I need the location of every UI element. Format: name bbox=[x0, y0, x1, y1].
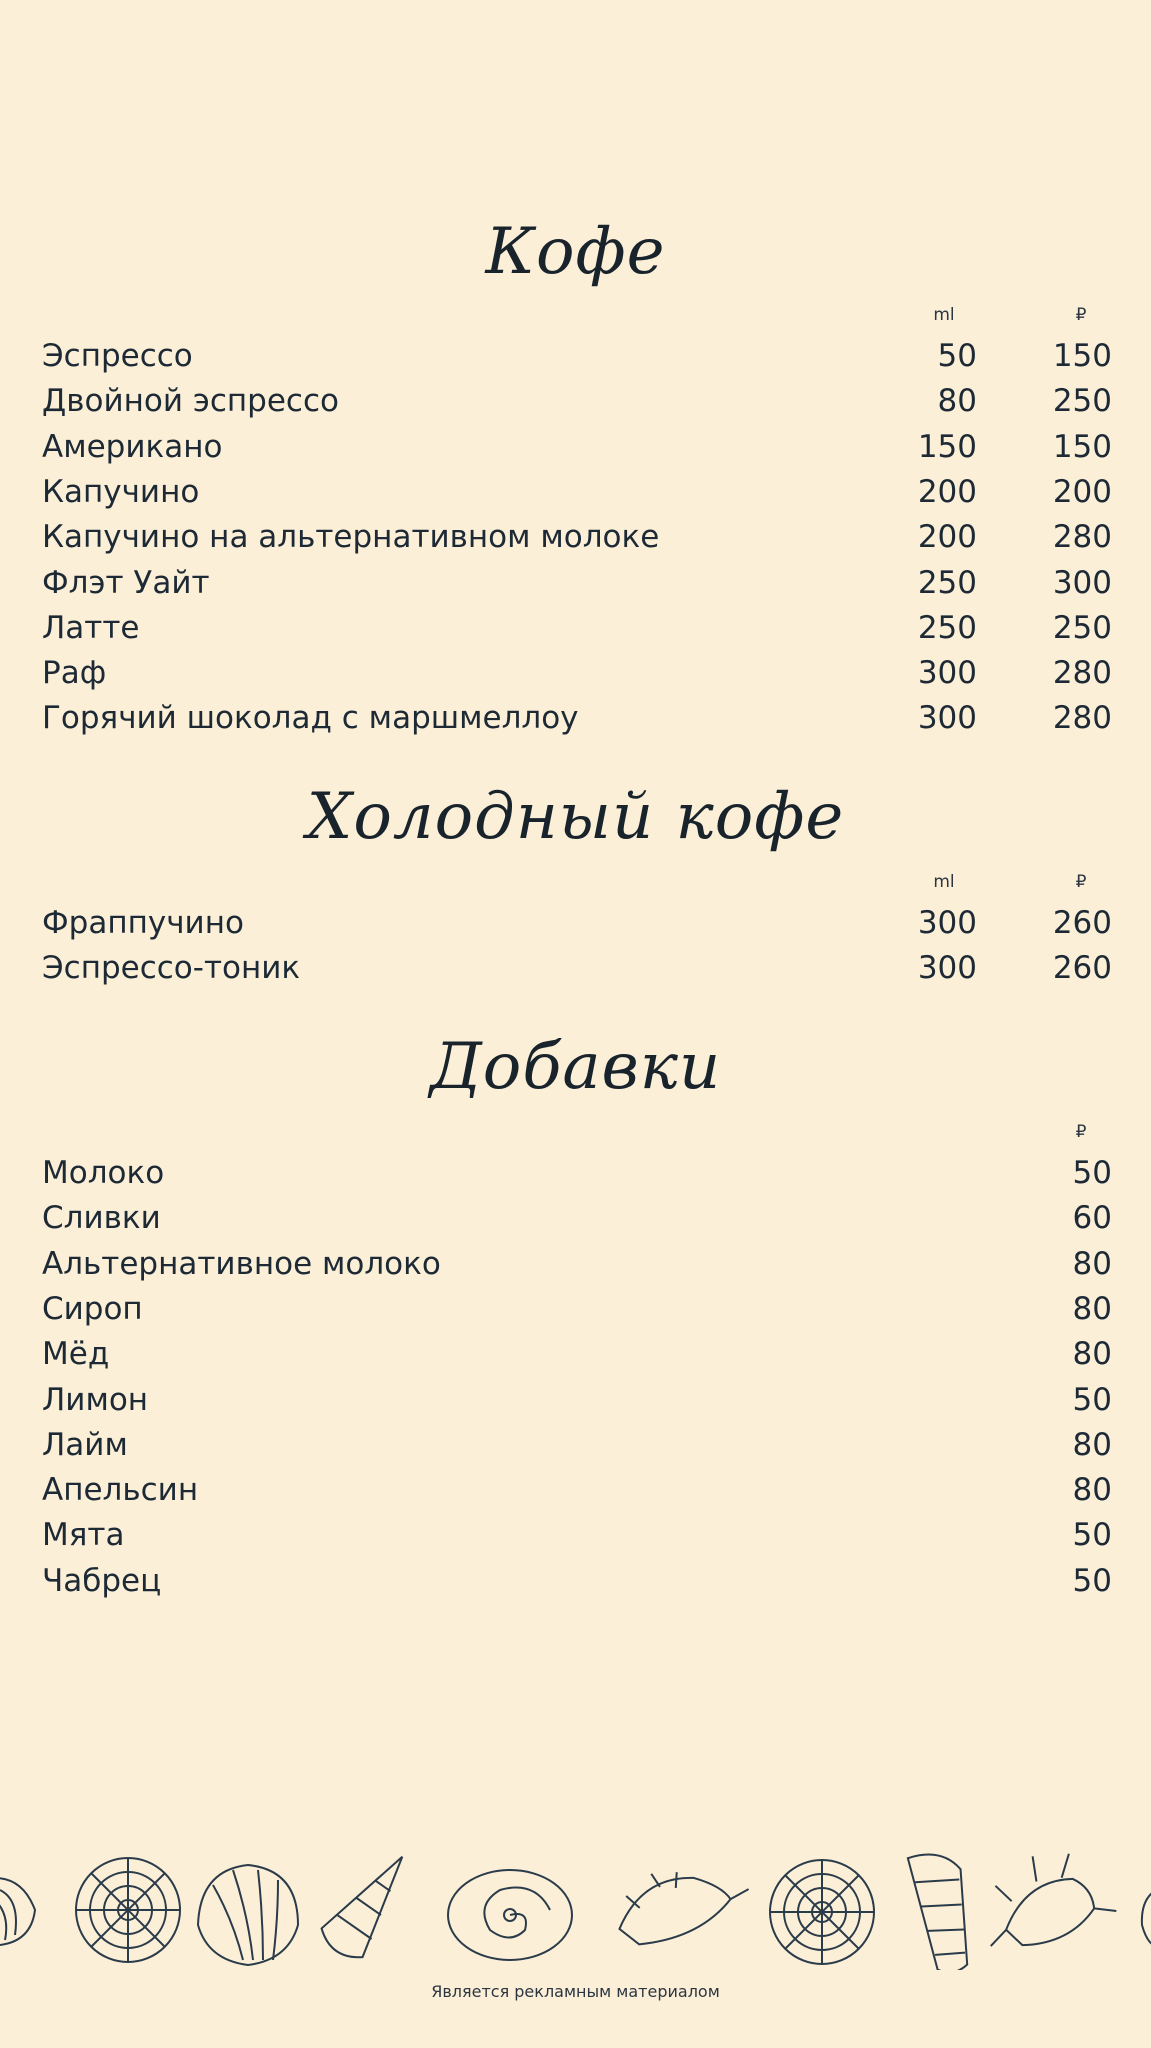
menu-item-row bbox=[42, 1332, 1112, 1377]
menu-item-row bbox=[42, 515, 1112, 560]
menu-item-volume: 300 bbox=[917, 905, 977, 941]
menu-item-row bbox=[42, 1242, 1112, 1287]
menu-item-price: 80 bbox=[1072, 1245, 1112, 1282]
section-title-additions: Добавки bbox=[429, 1030, 722, 1104]
menu-item-row bbox=[42, 561, 1112, 606]
menu-item-row bbox=[42, 606, 1112, 651]
menu-item-name: Фраппучино bbox=[42, 905, 244, 941]
menu-item-volume: 50 bbox=[937, 338, 977, 374]
menu-item-volume: 300 bbox=[917, 950, 977, 987]
menu-item-volume: 200 bbox=[917, 473, 977, 510]
cold-coffee-ml-header: ml bbox=[933, 872, 955, 892]
menu-item-volume: 300 bbox=[917, 655, 977, 692]
menu-item-price: 80 bbox=[1072, 1336, 1112, 1373]
murex-shell-icon bbox=[608, 1850, 756, 1950]
menu-item-volume: 150 bbox=[917, 428, 977, 465]
menu-item-volume: 300 bbox=[917, 700, 977, 737]
menu-item-price: 50 bbox=[1072, 1155, 1112, 1191]
menu-item-price: 280 bbox=[1052, 655, 1112, 692]
menu-item-name: Молоко bbox=[42, 1155, 165, 1191]
menu-item-price: 300 bbox=[1052, 564, 1112, 601]
menu-item-row bbox=[42, 379, 1112, 424]
menu-item-name: Лайм bbox=[42, 1426, 128, 1463]
menu-item-price: 260 bbox=[1052, 905, 1112, 941]
section-title-cold-coffee: Холодный кофе bbox=[306, 780, 845, 854]
menu-item-name: Эспрессо-тоник bbox=[42, 950, 301, 987]
menu-item-row bbox=[42, 1468, 1112, 1513]
menu-item-row bbox=[42, 334, 1112, 379]
coffee-ml-header: ml bbox=[933, 305, 955, 325]
menu-item-volume: 250 bbox=[917, 609, 977, 646]
section-title-coffee: Кофе bbox=[485, 215, 666, 289]
menu-item-name: Капучино на альтернативном молоке bbox=[42, 519, 660, 556]
menu-item-row bbox=[42, 696, 1112, 741]
menu-item-row bbox=[42, 425, 1112, 470]
menu-item-name: Сироп bbox=[42, 1290, 143, 1327]
menu-item-price: 60 bbox=[1072, 1200, 1112, 1237]
menu-item-name: Мёд bbox=[42, 1336, 110, 1373]
menu-item-name: Горячий шоколад с маршмеллоу bbox=[42, 700, 579, 737]
menu-item-volume: 200 bbox=[917, 519, 977, 556]
menu-item-price: 80 bbox=[1072, 1472, 1112, 1509]
menu-item-row bbox=[42, 651, 1112, 696]
coffee-price-header: ₽ bbox=[1075, 305, 1087, 325]
menu-item-row bbox=[42, 1196, 1112, 1241]
menu-item-row bbox=[42, 1378, 1112, 1423]
menu-item-name: Американо bbox=[42, 428, 223, 465]
menu-item-name: Лимон bbox=[42, 1381, 149, 1418]
conch-shell-icon bbox=[1142, 1885, 1151, 1948]
auger-shell-icon bbox=[316, 1842, 423, 1965]
menu-item-price: 250 bbox=[1052, 383, 1112, 420]
menu-item-price: 80 bbox=[1072, 1290, 1112, 1327]
menu-item-row bbox=[42, 1287, 1112, 1332]
menu-item-row bbox=[42, 901, 1112, 946]
seashell-border bbox=[0, 1840, 1151, 1970]
menu-item-price: 150 bbox=[1052, 338, 1112, 374]
menu-item-name: Флэт Уайт bbox=[42, 564, 210, 601]
menu-item-price: 50 bbox=[1072, 1381, 1112, 1418]
menu-item-name: Раф bbox=[42, 655, 107, 692]
menu-item-name: Капучино bbox=[42, 473, 200, 510]
menu-item-name: Эспрессо bbox=[42, 338, 193, 374]
menu-item-name: Апельсин bbox=[42, 1472, 199, 1509]
menu-item-price: 50 bbox=[1072, 1517, 1112, 1554]
menu-item-name: Мята bbox=[42, 1517, 125, 1554]
sundial-shell-icon bbox=[770, 1860, 874, 1964]
menu-item-price: 260 bbox=[1052, 950, 1112, 987]
menu-item-price: 280 bbox=[1052, 700, 1112, 737]
menu-item-volume: 80 bbox=[937, 383, 977, 420]
menu-item-price: 50 bbox=[1072, 1562, 1112, 1599]
footer-disclaimer: Является рекламным материалом bbox=[431, 1982, 720, 2001]
menu-item-price: 150 bbox=[1052, 428, 1112, 465]
conch-shell-icon bbox=[0, 1878, 35, 1946]
spiny-murex-shell-icon bbox=[967, 1840, 1118, 1961]
menu-item-row bbox=[42, 1513, 1112, 1558]
menu-item-row bbox=[42, 1423, 1112, 1468]
cold-coffee-price-header: ₽ bbox=[1075, 872, 1087, 892]
menu-item-row bbox=[42, 1559, 1112, 1604]
menu-item-price: 80 bbox=[1072, 1426, 1112, 1463]
menu-item-name: Латте bbox=[42, 609, 140, 646]
additions-price-header: ₽ bbox=[1075, 1122, 1087, 1142]
menu-item-row bbox=[42, 1151, 1112, 1196]
menu-item-volume: 250 bbox=[917, 564, 977, 601]
menu-item-price: 250 bbox=[1052, 609, 1112, 646]
nautilus-shell-icon bbox=[448, 1870, 572, 1960]
scallop-shell-icon bbox=[198, 1865, 298, 1965]
menu-item-row bbox=[42, 470, 1112, 515]
menu-item-name: Двойной эспрессо bbox=[42, 383, 339, 420]
sundial-shell-icon bbox=[76, 1858, 180, 1962]
menu-item-name: Альтернативное молоко bbox=[42, 1245, 441, 1282]
menu-item-price: 200 bbox=[1052, 473, 1112, 510]
cone-shell-icon bbox=[908, 1849, 978, 1970]
menu-item-name: Чабрец bbox=[42, 1562, 162, 1599]
menu-item-name: Сливки bbox=[42, 1200, 161, 1237]
menu-item-row bbox=[42, 946, 1112, 991]
menu-item-price: 280 bbox=[1052, 519, 1112, 556]
